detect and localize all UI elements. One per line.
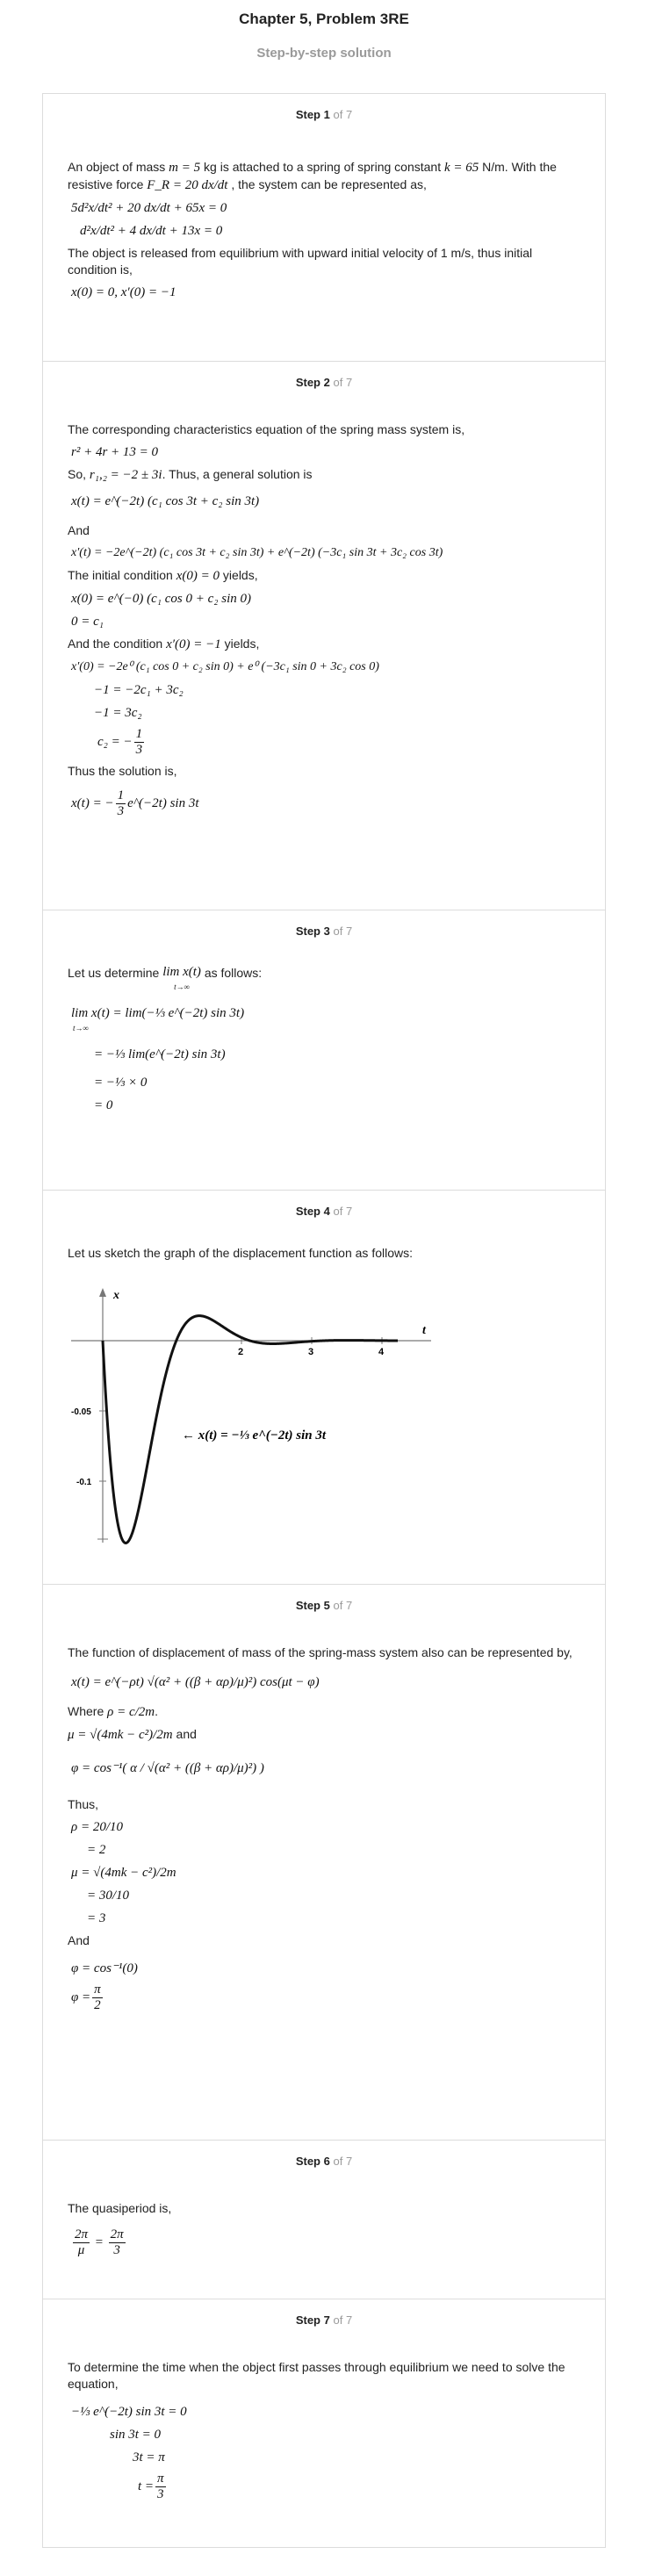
x-axis-arrow bbox=[99, 1288, 106, 1297]
step-2 bbox=[43, 362, 605, 910]
step-word: Step bbox=[295, 1205, 320, 1218]
step-1 bbox=[43, 94, 605, 362]
step-number: 7 bbox=[323, 2313, 330, 2327]
step-of: of 7 bbox=[333, 376, 353, 389]
step-of: of 7 bbox=[333, 2313, 353, 2327]
paragraph: Thus, bbox=[68, 1797, 99, 1811]
step-of: of 7 bbox=[333, 1599, 353, 1612]
page-subtitle: Step-by-step solution bbox=[256, 46, 392, 61]
step-header bbox=[68, 2141, 580, 2179]
equation: = 3 bbox=[87, 1911, 106, 1925]
t-axis-label: t bbox=[422, 1324, 426, 1337]
equation: = 0 bbox=[94, 1098, 113, 1112]
equation: x′(0) = −2e⁰ (c₁ cos 0 + c₂ sin 0) + e⁰ (−3c₁ sin 0 + 3c₂ cos 0) bbox=[71, 660, 379, 673]
step-number: 3 bbox=[323, 925, 330, 938]
math-inline: ρ = c/2m bbox=[107, 1705, 155, 1719]
x-axis-label: x bbox=[113, 1289, 119, 1302]
step-body bbox=[68, 2359, 580, 2502]
step-header bbox=[68, 1191, 580, 1229]
step-number: 1 bbox=[323, 108, 330, 121]
math-inline: m = 5 bbox=[169, 161, 201, 175]
equation: = 30/10 bbox=[87, 1889, 130, 1903]
step-7 bbox=[43, 2299, 605, 2547]
step-number: 6 bbox=[323, 2155, 330, 2168]
equation: x′(t) = −2e^(−2t) (c₁ cos 3t + c₂ sin 3t) + e^(−2t) (−3c₁ sin 3t + 3c₂ cos 3t) bbox=[71, 546, 443, 559]
curve-annotation: ← x(t) = −⅓ e^(−2t) sin 3t bbox=[182, 1428, 327, 1443]
equation: r² + 4r + 13 = 0 bbox=[71, 445, 159, 459]
page-title: Chapter 5, Problem 3RE bbox=[239, 11, 409, 27]
math-inline: x(0) = 0 bbox=[176, 569, 220, 583]
step-of: of 7 bbox=[333, 1205, 353, 1218]
step-word: Step bbox=[295, 376, 320, 389]
displacement-graph bbox=[68, 1270, 580, 1556]
step-of: of 7 bbox=[333, 925, 353, 938]
step-body bbox=[68, 2200, 580, 2258]
math-inline: lim x(t) t→∞ bbox=[162, 965, 201, 991]
paragraph: To determine the time when the object first passes through equilibrium we need to solve the equation, bbox=[68, 2360, 565, 2391]
paragraph: And bbox=[68, 1933, 90, 1947]
paragraph: Let us sketch the graph of the displacement function as follows: bbox=[68, 1246, 414, 1260]
step-header bbox=[68, 94, 580, 133]
step-number: 2 bbox=[323, 376, 330, 389]
equation: φ = cos⁻¹(0) bbox=[71, 1961, 138, 1975]
step-4 bbox=[43, 1191, 605, 1585]
equation: x(t) = e^(−2t) (c₁ cos 3t + c₂ sin 3t) bbox=[71, 494, 260, 508]
x-tick-label: 3 bbox=[308, 1347, 314, 1357]
equation: = 2 bbox=[87, 1843, 106, 1857]
equation: φ = cos⁻¹( α / √(α² + ((β + αρ)/μ)²) ) bbox=[71, 1761, 264, 1775]
step-body bbox=[68, 965, 580, 1114]
paragraph: Let us determine lim x(t) t→∞ as follows: bbox=[68, 965, 580, 994]
step-number: 5 bbox=[323, 1599, 330, 1612]
step-header bbox=[68, 910, 580, 949]
math-inline: r₁,₂ = −2 ± 3i bbox=[89, 468, 162, 482]
step-of: of 7 bbox=[333, 108, 353, 121]
paragraph: And the condition x′(0) = −1 yields, bbox=[68, 637, 260, 651]
equation: $\frac{2\pi}{\mu}$ = $\frac{2\pi}{3}$ bbox=[75, 2227, 124, 2257]
y-tick-label: -0.05 bbox=[71, 1407, 91, 1417]
graph-svg bbox=[68, 1270, 436, 1551]
paragraph: The initial condition x(0) = 0 yields, bbox=[68, 568, 258, 583]
y-tick-label: -0.1 bbox=[76, 1478, 92, 1487]
equation: −⅓ e^(−2t) sin 3t = 0 bbox=[71, 2405, 187, 2419]
equation: sin 3t = 0 bbox=[110, 2428, 162, 2442]
step-body bbox=[68, 1644, 580, 2013]
equation: 5d²x/dt² + 20 dx/dt + 65x = 0 bbox=[71, 201, 227, 215]
step-word: Step bbox=[295, 108, 320, 121]
paragraph: μ = √(4mk − c²)/2m and bbox=[68, 1727, 197, 1742]
step-body bbox=[68, 421, 580, 819]
math-inline: F_R = 20 dx/dt bbox=[147, 178, 228, 192]
equation: t = $\frac{\pi}{3}$ bbox=[138, 2472, 164, 2501]
math-inline: k = 65 bbox=[443, 161, 479, 175]
paragraph: An object of mass m = 5 kg is attached to a spring of spring constant k = 65 N/m. With the resistive force F_R = 20 dx/dt , the system can be represented as, bbox=[68, 160, 557, 192]
equation: −1 = 3c₂ bbox=[94, 706, 142, 720]
step-word: Step bbox=[295, 2313, 320, 2327]
steps-container bbox=[42, 93, 606, 2548]
equation: ρ = 20/10 bbox=[71, 1820, 123, 1834]
step-header bbox=[68, 362, 580, 400]
step-header bbox=[68, 1585, 580, 1623]
math-inline: μ = √(4mk − c²)/2m bbox=[68, 1728, 173, 1742]
paragraph: And bbox=[68, 523, 90, 537]
equation: c₂ = − $\frac{1}{3}$ bbox=[97, 727, 143, 757]
equation: x(0) = e^(−0) (c₁ cos 0 + c₂ sin 0) bbox=[71, 592, 251, 606]
paragraph: The function of displacement of mass of the spring-mass system also can be represented by, bbox=[68, 1645, 572, 1659]
math-inline: x′(0) = −1 bbox=[166, 637, 221, 651]
step-word: Step bbox=[295, 925, 320, 938]
paragraph: So, r₁,₂ = −2 ± 3i. Thus, a general solution is bbox=[68, 467, 313, 482]
paragraph: Thus the solution is, bbox=[68, 764, 177, 778]
equation: μ = √(4mk − c²)/2m bbox=[71, 1866, 176, 1880]
equation: = −⅓ × 0 bbox=[94, 1076, 148, 1090]
step-header bbox=[68, 2299, 580, 2338]
step-6 bbox=[43, 2141, 605, 2299]
step-of: of 7 bbox=[333, 2155, 353, 2168]
equation: φ = $\frac{\pi}{2}$ bbox=[71, 1982, 101, 2012]
equation: x(0) = 0, x′(0) = −1 bbox=[71, 285, 176, 299]
paragraph: The corresponding characteristics equation of the spring mass system is, bbox=[68, 422, 465, 436]
equation: 3t = π bbox=[133, 2450, 165, 2464]
step-word: Step bbox=[295, 2155, 320, 2168]
equation: −1 = −2c₁ + 3c₂ bbox=[94, 683, 184, 697]
equation: lim x(t) = lim(−⅓ e^(−2t) sin 3t) t→∞ bbox=[71, 1006, 245, 1033]
x-tick-label: 4 bbox=[378, 1347, 385, 1357]
equation: = −⅓ lim(e^(−2t) sin 3t) bbox=[94, 1047, 226, 1061]
x-tick-label: 2 bbox=[238, 1347, 244, 1357]
step-body bbox=[68, 1245, 580, 1556]
paragraph: The quasiperiod is, bbox=[68, 2201, 172, 2215]
step-5 bbox=[43, 1585, 605, 2141]
step-body bbox=[68, 159, 580, 301]
paragraph: The object is released from equilibrium with upward initial velocity of 1 m/s, thus initial condition is, bbox=[68, 246, 533, 277]
equation: x(t) = e^(−ρt) √(α² + ((β + αρ)/μ)²) cos(μt − φ) bbox=[71, 1675, 320, 1689]
paragraph: Where ρ = c/2m. bbox=[68, 1704, 158, 1719]
equation: x(t) = − $\frac{1}{3}$ e^(−2t) sin 3t bbox=[71, 788, 199, 818]
step-number: 4 bbox=[323, 1205, 330, 1218]
equation: 0 = c₁ bbox=[71, 615, 104, 629]
equation: d²x/dt² + 4 dx/dt + 13x = 0 bbox=[80, 224, 223, 238]
step-word: Step bbox=[295, 1599, 320, 1612]
step-3 bbox=[43, 910, 605, 1191]
